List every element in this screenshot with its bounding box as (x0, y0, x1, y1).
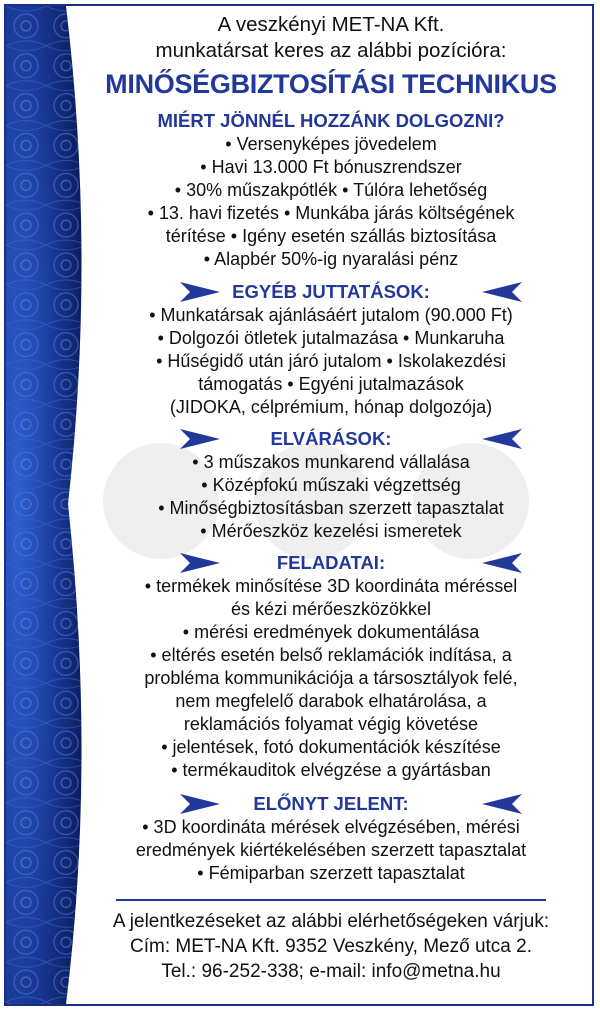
list-item: nem megfelelő darabok elhatárolása, a (175, 691, 487, 711)
intro-line: munkatársat keres az alábbi pozícióra: (155, 39, 507, 62)
section-heading-why (70, 109, 592, 133)
advantage-list (70, 816, 592, 885)
list-item: • Mérőeszköz kezelési ismeretek (200, 521, 462, 541)
list-item: • Minőségbiztosításban szerzett tapasztalat (158, 498, 504, 518)
arrowhead-icon (482, 282, 522, 302)
contact-phone-email: Tel.: 96-252-338; e-mail: info@metna.hu (161, 961, 501, 982)
list-item: • 3 műszakos munkarend vállalása (192, 452, 470, 472)
divider (116, 899, 546, 901)
benefits-list (70, 304, 592, 419)
why-list (70, 133, 592, 271)
section-heading-text: ELŐNYT JELENT: (253, 793, 409, 814)
section-heading-text: ELVÁRÁSOK: (270, 428, 392, 449)
list-item: • Alapbér 50%-ig nyaralási pénz (203, 249, 459, 269)
intro-line: A veszkényi MET-NA Kft. (217, 13, 445, 36)
section-heading-tasks (70, 551, 592, 575)
job-title: MINŐSÉGBIZTOSÍTÁSI TECHNIKUS (105, 69, 557, 99)
list-item: támogatás • Egyéni jutalmazások (198, 374, 464, 394)
list-item: térítése • Igény esetén szállás biztosítása (165, 226, 497, 246)
list-item: • Munkatársak ajánlásáért jutalom (90.000 Ft) (149, 305, 513, 325)
list-item: • Középfokú műszaki végzettség (201, 475, 461, 495)
list-item: • Fémiparban szerzett tapasztalat (197, 863, 465, 883)
list-item: • 30% műszakpótlék • Túlóra lehetőség (174, 180, 488, 200)
list-item: • jelentések, fotó dokumentációk készítése (161, 737, 501, 757)
list-item: • eltérés esetén belső reklamációk indítása, a (150, 645, 512, 665)
list-item: • Dolgozói ötletek jutalmazása • Munkaruha (157, 328, 505, 348)
section-heading-advantage (70, 792, 592, 816)
tasks-list (70, 575, 592, 782)
advertisement-frame (4, 4, 594, 1006)
list-item: • termékek minősítése 3D koordináta méréssel (144, 576, 518, 596)
list-item: reklamációs folyamat végig követése (183, 714, 479, 734)
contact (70, 909, 592, 984)
arrowhead-icon (180, 282, 220, 302)
section-heading-benefits (70, 280, 592, 304)
section-heading-text: EGYÉB JUTTATÁSOK: (232, 281, 430, 302)
arrowhead-icon (482, 429, 522, 449)
list-item: • Havi 13.000 Ft bónuszrendszer (200, 157, 462, 177)
list-item: • 3D koordináta mérések elvégzésében, mérési (142, 817, 520, 837)
arrowhead-icon (482, 553, 522, 573)
arrowhead-icon (482, 794, 522, 814)
list-item: • Hűségidő után járó jutalom • Iskolakezdési (156, 351, 506, 371)
arrowhead-icon (180, 429, 220, 449)
intro (70, 12, 592, 64)
arrowhead-icon (180, 553, 220, 573)
list-item: • mérési eredmények dokumentálása (182, 622, 480, 642)
section-heading-requirements (70, 427, 592, 451)
list-item: eredmények kiértékelésében szerzett tapasztalat (135, 840, 527, 860)
list-item: • termékauditok elvégzése a gyártásban (171, 760, 491, 780)
arrowhead-icon (180, 794, 220, 814)
list-item: • Versenyképes jövedelem (225, 134, 437, 154)
contact-line: A jelentkezéseket az alábbi elérhetőségeken várjuk: (112, 911, 550, 932)
list-item: és kézi mérőeszközökkel (230, 599, 432, 619)
requirements-list (70, 451, 592, 543)
ad-content (70, 6, 592, 1004)
list-item: • 13. havi fizetés • Munkába járás költségének (147, 203, 515, 223)
list-item: probléma kommunikációja a társosztályok felé, (144, 668, 518, 688)
list-item: (JIDOKA, célprémium, hónap dolgozója) (169, 397, 493, 417)
contact-address: Cím: MET-NA Kft. 9352 Veszkény, Mező utca 2. (130, 936, 532, 957)
section-heading-text: FELADATAI: (276, 552, 386, 573)
section-heading-text: MIÉRT JÖNNÉL HOZZÁNK DOLGOZNI? (157, 110, 505, 131)
